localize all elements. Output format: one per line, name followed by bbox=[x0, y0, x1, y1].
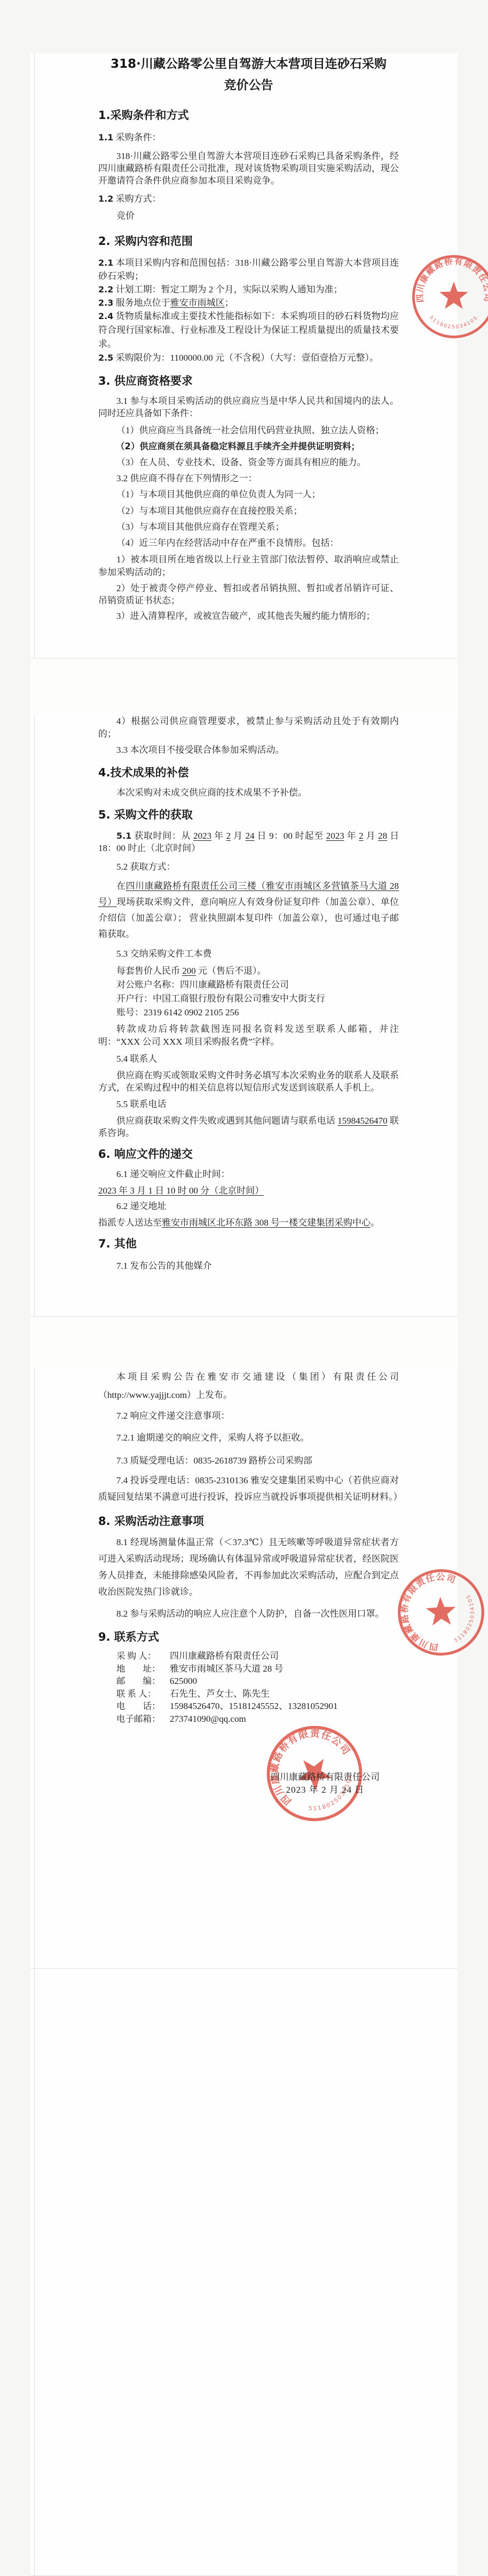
item-2-3: 2.3 服务地点位于雅安市雨城区； bbox=[98, 298, 234, 308]
signature-company-name: 四川康藏路桥有限责任公司 bbox=[271, 1772, 380, 1782]
para-3-1: 3.1 参与本项目采购活动的供应商应当是中华人民共和国境内的法人。同时还应具备如下条件： bbox=[98, 396, 399, 418]
qualification-2: （2）供应商须在须具备稳定料源且手续齐全并提供证明资料； bbox=[116, 441, 360, 451]
procurement-method: 竞价 bbox=[116, 211, 135, 221]
item-7-3: 7.3 质疑受理电话：0835-2618739 路桥公司采购部 bbox=[116, 1456, 312, 1466]
item-2-1: 2.1 本项目采购内容和范围包括：318·川藏公路零公里自驾游大本营项目连砂石采购； bbox=[98, 258, 399, 281]
bad-record-1: 1）被本项目所在地省级以上行业主管部门依法暂停、取消响应或禁止参加采购活动的； bbox=[98, 554, 399, 577]
section-3-heading: 3. 供应商资格要求 bbox=[98, 375, 193, 387]
section-6-heading: 6. 响应文件的递交 bbox=[98, 1148, 193, 1160]
contact-row-purchaser: 采 购 人： 四川康藏路桥有限责任公司 bbox=[116, 1651, 279, 1661]
para-5-5: 供应商获取采购文件失败或遇到其他问题请与联系电话 15984526470 联系咨询。 bbox=[98, 1116, 399, 1138]
para-5-2: 在四川康藏路桥有限责任公司三楼（雅安市雨城区多营镇茶马大道 28 号）现场获取采购文件，意向响应人有效身份证复印件（加盖公章）、单位介绍信（加盖公章）； 营业执照副本复印件（加盖公章），也可通过电子邮箱获取。 bbox=[98, 881, 399, 939]
bad-record-4: 4）根据公司供应商管理要求，被禁止参与采购活动且处于有效期内的； bbox=[98, 716, 399, 739]
document-page-4-blank bbox=[30, 1969, 458, 2576]
document-title-line1: 318·川藏公路零公里自驾游大本营项目连砂石采购 bbox=[111, 57, 387, 71]
restriction-2: （2）与本项目其他供应商存在直接控股关系； bbox=[116, 506, 303, 516]
item-5-2: 5.2 获取方式： bbox=[116, 862, 176, 872]
item-7-2: 7.2 响应文件递交注意事项： bbox=[116, 1411, 230, 1421]
para-1-1: 318·川藏公路零公里自驾游大本营项目连砂石采购已具备采购条件，经四川康藏路桥有限责任公司批准，现对该货物采购项目实施采购活动，现公开邀请符合条件供应商参加本项目采购竞争。 bbox=[98, 151, 399, 186]
section-5-heading: 5. 采购文件的获取 bbox=[98, 808, 193, 821]
section-1-heading: 1.采购条件和方式 bbox=[98, 109, 189, 122]
contact-row-address: 地 址： 雅安市雨城区茶马大道 28 号 bbox=[116, 1663, 284, 1674]
bad-record-3: 3）进入清算程序，或被宣告破产，或其他丧失履约能力情形的； bbox=[116, 611, 375, 621]
item-1-2: 1.2 采购方式： bbox=[98, 194, 161, 204]
contact-row-person: 联 系 人： 石先生、芦女士、陈先生 bbox=[116, 1688, 270, 1699]
document-page-2 bbox=[30, 715, 458, 1317]
section-2-heading: 2. 采购内容和范围 bbox=[98, 235, 193, 248]
item-6-2: 6.2 递交地址 bbox=[116, 1201, 167, 1211]
item-1-1: 1.1 采购条件： bbox=[98, 132, 161, 142]
qualification-1: （1）供应商应当具备统一社会信用代码营业执照、独立法人资格； bbox=[116, 425, 384, 435]
document-title-line2: 竞价公告 bbox=[224, 78, 273, 92]
section-4-heading: 4.技术成果的补偿 bbox=[98, 766, 189, 779]
item-5-3: 5.3 交纳采购文件工本费 bbox=[116, 949, 212, 959]
contact-phone: 15984526470 bbox=[337, 1116, 388, 1126]
scanned-procurement-notice-document bbox=[30, 53, 458, 2576]
item-7-2-1: 7.2.1 逾期递交的响应文件，采购人将予以拒收。 bbox=[116, 1433, 310, 1443]
section-9-heading: 9. 联系方式 bbox=[98, 1631, 159, 1643]
document-page-1 bbox=[30, 53, 458, 658]
item-2-4: 2.4 货物质量标准或主要技术性能指标如下：本采购项目的砂石料货物均应符合现行国家标准、行业标准及工程设计为保证工程质量提出的质量技术要求。 bbox=[98, 311, 399, 349]
document-fee: 每套售价人民币 200 元（售后不退）。 bbox=[116, 966, 266, 976]
company-seal-stamp-partial-middle bbox=[395, 1567, 487, 1658]
transfer-note: 转款成功后将转款截图连同报名资料发送至联系人邮箱，并注明：“XXX 公司 XXX 项目采购报名费”字样。 bbox=[98, 1024, 399, 1047]
restriction-4: （4）近三年内在经营活动中存在严重不良情形。包括： bbox=[116, 538, 339, 548]
para-4: 本次采购对未成交供应商的技术成果不予补偿。 bbox=[116, 788, 307, 798]
company-seal-stamp-partial-top bbox=[410, 252, 488, 341]
submission-address: 指派专人送达至雅安市雨城区北环东路 308 号一楼交建集团采购中心。 bbox=[98, 1218, 380, 1228]
para-3-2: 3.2 供应商不得存在下列情形之一： bbox=[116, 473, 257, 483]
para-8-1: 8.1 经现场测量体温正常（＜37.3℃）且无咳嗽等呼吸道异常症状者方可进入采购活动现场；现场确认有体温异常或呼吸道异常症状者，经医院医务人员排查，未能排除感染风险者，不再参加此次采购活动，应配合到定点收治医院发热门诊就诊。 bbox=[98, 1537, 399, 1597]
contact-row-email: 电子邮箱： 273741090@qq.com bbox=[116, 1713, 246, 1724]
account-number: 账号：2319 6142 0902 2105 256 bbox=[116, 1007, 239, 1017]
item-5-5: 5.5 联系电话 bbox=[116, 1099, 167, 1109]
signature-date: 2023 年 2 月 24 日 bbox=[286, 1785, 365, 1795]
contact-block bbox=[98, 1650, 399, 1725]
restriction-3: （3）与本项目其他供应商存在管理关系； bbox=[116, 522, 285, 532]
bank-name: 开户行：中国工商银行股份有限公司雅安中大街支行 bbox=[116, 993, 325, 1004]
restriction-1: （1）与本项目其他供应商的单位负责人为同一人； bbox=[116, 489, 321, 499]
contact-row-postcode: 邮 编： 625000 bbox=[116, 1676, 197, 1686]
item-6-1: 6.1 递交响应文件截止时间： bbox=[116, 1169, 230, 1179]
item-5-4: 5.4 联系人 bbox=[116, 1054, 158, 1064]
contact-row-phone: 电 话： 15984526470、15181245552、13281052901 bbox=[116, 1701, 338, 1711]
para-7-1: 本项目采购公告在雅安市交通建设（集团）有限责任公司（http://www.yajjjt.com）上发布。 bbox=[98, 1372, 399, 1400]
item-7-4: 7.4 投诉受理电话：0835-2310136 雅安交建集团采购中心（若供应商对质疑回复结果不满意可进行投诉，投诉应当就投诉事项提供相关证明材料。） bbox=[98, 1475, 403, 1502]
item-2-5: 2.5 采购限价为：1100000.00 元（不含税）（大写：壹佰壹拾万元整）。 bbox=[98, 353, 379, 363]
service-location: 雅安市雨城区 bbox=[170, 298, 225, 308]
submission-deadline: 2023 年 3 月 1 日 10 时 00 分（北京时间） bbox=[98, 1186, 264, 1196]
account-name: 对公账户名称：四川康藏路桥有限责任公司 bbox=[116, 980, 289, 990]
para-3-3: 3.3 本次项目不接受联合体参加采购活动。 bbox=[116, 745, 285, 755]
qualification-3: （3）在人员、专业技术、设备、资金等方面具有相应的能力。 bbox=[116, 457, 366, 467]
section-8-heading: 8. 采购活动注意事项 bbox=[98, 1515, 204, 1528]
para-5-4: 供应商在购买或领取采购文件时务必填写本次采购业务的联系人及联系方式，在采购过程中的相关信息将以短信形式发送到该联系人手机上。 bbox=[98, 1070, 399, 1093]
para-8-2: 8.2 参与采购活动的响应人应注意个人防护，自备一次性医用口罩。 bbox=[116, 1609, 384, 1619]
item-2-2: 2.2 计划工期：暂定工期为 2 个月，实际以采购人通知为准； bbox=[98, 284, 343, 295]
document-page-3 bbox=[30, 1368, 458, 1969]
item-7-1: 7.1 发布公告的其他媒介 bbox=[116, 1261, 212, 1271]
item-5-1: 5.1 获取时间：从 2023 年 2 月 24 日 9：00 时起至 2023 年 2 月 28 日 18：00 时止（北京时间） bbox=[98, 831, 399, 853]
pickup-address: 四川康藏路桥有限责任公司三楼（雅安市雨城区多营镇茶马大道 28 号） bbox=[98, 881, 399, 907]
bad-record-2: 2）处于被责令停产停业、暂扣或者吊销执照、暂扣或者吊销许可证、吊销资质证书状态； bbox=[98, 583, 399, 606]
section-7-heading: 7. 其他 bbox=[98, 1237, 137, 1250]
